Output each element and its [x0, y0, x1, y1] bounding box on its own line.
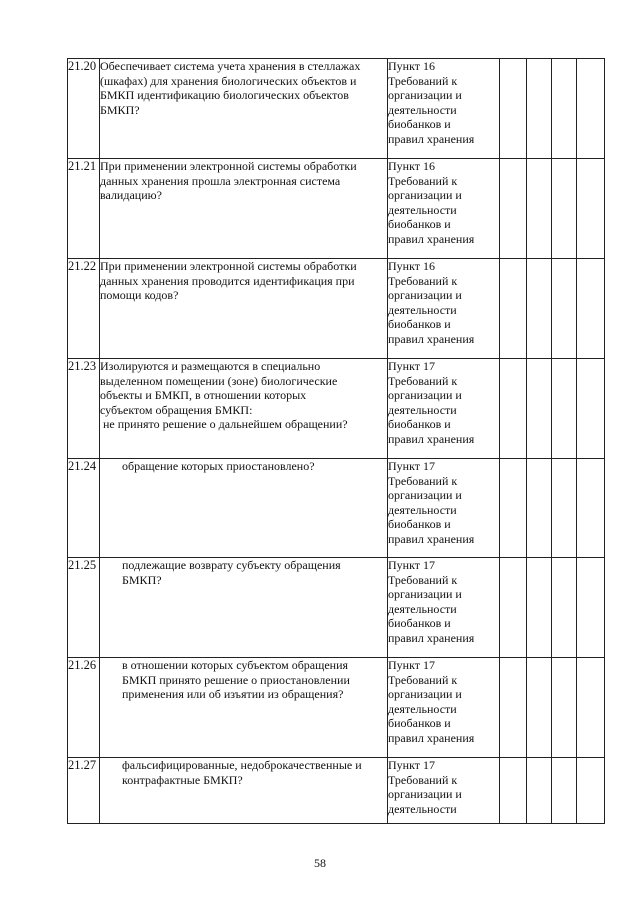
question-line: контрафактные БМКП? [122, 772, 243, 787]
answer-na-cell[interactable] [552, 758, 577, 824]
notes-cell[interactable] [577, 59, 605, 159]
question-line: обращение которых приостановлено? [122, 459, 315, 473]
question-line: данных хранения проводится идентификация при [100, 273, 355, 288]
answer-yes-cell[interactable] [500, 359, 527, 459]
question-cell [100, 159, 388, 259]
answer-na-cell[interactable] [552, 159, 577, 259]
question-line: Изолируются и размещаются в специально [100, 359, 321, 373]
reference-line: правил хранения [388, 231, 475, 246]
table-row [68, 758, 605, 824]
reference-line: Пункт 17 [388, 758, 436, 772]
table-row [68, 259, 605, 359]
reference-line: деятельности [388, 302, 457, 317]
answer-no-cell[interactable] [527, 758, 552, 824]
reference-line: правил хранения [388, 431, 475, 446]
reference-line: Пункт 17 [388, 558, 436, 572]
question-line: не принято решение о дальнейшем обращении? [103, 417, 348, 431]
question-line: субъектом обращения БМКП: [100, 402, 253, 417]
reference-line: деятельности [388, 102, 457, 117]
question-line: При применении электронной системы обработки [100, 259, 357, 273]
question-line: в отношении которых субъектом обращения [122, 658, 349, 672]
question-line: валидацию? [100, 188, 162, 202]
question-line: БМКП принято решение о приостановлении [122, 672, 350, 687]
question-cell [100, 758, 388, 824]
reference-line: биобанков и [388, 117, 451, 131]
question-cell [100, 459, 388, 558]
reference-line: Пункт 17 [388, 658, 436, 672]
reference-line: деятельности [388, 601, 457, 616]
answer-no-cell[interactable] [527, 259, 552, 359]
reference-line: Пункт 16 [388, 59, 436, 73]
question-line: помощи кодов? [100, 288, 179, 302]
question-line: БМКП? [122, 572, 162, 587]
question-line: объекты и БМКП, в отношении которых [100, 388, 307, 402]
reference-cell [388, 758, 500, 824]
notes-cell[interactable] [577, 558, 605, 658]
checklist-rows [68, 59, 605, 824]
item-number: 21.20 [68, 59, 100, 159]
reference-line: биобанков и [388, 517, 451, 531]
answer-no-cell[interactable] [527, 159, 552, 259]
reference-line: Пункт 16 [388, 259, 436, 273]
table-row [68, 459, 605, 558]
reference-cell [388, 359, 500, 459]
answer-no-cell[interactable] [527, 558, 552, 658]
question-line: Обеспечивает система учета хранения в стеллажах [100, 59, 361, 73]
item-number: 21.24 [68, 459, 100, 558]
question-line: БМКП идентификацию биологических объектов [100, 88, 349, 102]
reference-line: организации и [388, 488, 462, 502]
reference-line: организации и [388, 288, 462, 302]
item-number: 21.21 [68, 159, 100, 259]
question-line: БМКП? [100, 102, 140, 117]
answer-na-cell[interactable] [552, 658, 577, 758]
reference-line: биобанков и [388, 217, 451, 231]
table-row [68, 658, 605, 758]
answer-no-cell[interactable] [527, 59, 552, 159]
item-number: 21.25 [68, 558, 100, 658]
reference-line: деятельности [388, 502, 457, 517]
item-number: 21.23 [68, 359, 100, 459]
reference-line: Требований к [388, 473, 458, 488]
reference-line: биобанков и [388, 616, 451, 630]
reference-line: Требований к [388, 373, 458, 388]
reference-cell [388, 558, 500, 658]
table-row [68, 59, 605, 159]
reference-line: правил хранения [388, 131, 475, 146]
answer-yes-cell[interactable] [500, 259, 527, 359]
reference-line: деятельности [388, 202, 457, 217]
reference-line: Пункт 17 [388, 459, 436, 473]
item-number: 21.27 [68, 758, 100, 824]
page-number: 58 [314, 856, 326, 870]
reference-line: организации и [388, 587, 462, 601]
notes-cell[interactable] [577, 259, 605, 359]
reference-line: деятельности [388, 801, 457, 816]
question-line: применения или об изъятии из обращения? [122, 687, 344, 701]
reference-cell [388, 459, 500, 558]
reference-line: Требований к [388, 672, 458, 687]
question-cell [100, 59, 388, 159]
question-cell [100, 259, 388, 359]
table-row [68, 558, 605, 658]
checklist-table [67, 58, 605, 824]
reference-line: правил хранения [388, 531, 475, 546]
reference-line: Требований к [388, 772, 458, 787]
reference-line: деятельности [388, 701, 457, 716]
reference-line: организации и [388, 188, 462, 202]
answer-no-cell[interactable] [527, 658, 552, 758]
answer-no-cell[interactable] [527, 359, 552, 459]
reference-line: Требований к [388, 273, 458, 288]
answer-yes-cell[interactable] [500, 658, 527, 758]
question-line: (шкафах) для хранения биологических объектов и [100, 73, 357, 88]
answer-yes-cell[interactable] [500, 558, 527, 658]
reference-line: правил хранения [388, 331, 475, 346]
reference-line: биобанков и [388, 417, 451, 431]
reference-line: Пункт 17 [388, 359, 436, 373]
reference-line: биобанков и [388, 716, 451, 730]
reference-cell [388, 159, 500, 259]
notes-cell[interactable] [577, 359, 605, 459]
reference-line: Требований к [388, 73, 458, 88]
reference-line: Требований к [388, 572, 458, 587]
reference-cell [388, 259, 500, 359]
answer-yes-cell[interactable] [500, 159, 527, 259]
reference-line: Требований к [388, 173, 458, 188]
reference-line: деятельности [388, 402, 457, 417]
table-row [68, 359, 605, 459]
reference-line: организации и [388, 687, 462, 701]
reference-line: Пункт 16 [388, 159, 436, 173]
question-line: При применении электронной системы обработки [100, 159, 357, 173]
reference-line: организации и [388, 787, 462, 801]
notes-cell[interactable] [577, 758, 605, 824]
answer-na-cell[interactable] [552, 259, 577, 359]
reference-line: правил хранения [388, 630, 475, 645]
item-number: 21.22 [68, 259, 100, 359]
notes-cell[interactable] [577, 159, 605, 259]
reference-line: правил хранения [388, 730, 475, 745]
question-line: данных хранения прошла электронная система [100, 173, 341, 188]
item-number: 21.26 [68, 658, 100, 758]
reference-cell [388, 59, 500, 159]
question-cell [100, 658, 388, 758]
reference-line: организации и [388, 388, 462, 402]
reference-line: биобанков и [388, 317, 451, 331]
table-row [68, 159, 605, 259]
answer-na-cell[interactable] [552, 359, 577, 459]
answer-na-cell[interactable] [552, 459, 577, 558]
answer-no-cell[interactable] [527, 459, 552, 558]
notes-cell[interactable] [577, 658, 605, 758]
answer-yes-cell[interactable] [500, 758, 527, 824]
notes-cell[interactable] [577, 459, 605, 558]
question-line: выделенном помещении (зоне) биологические [100, 373, 338, 388]
reference-cell [388, 658, 500, 758]
question-cell [100, 359, 388, 459]
answer-na-cell[interactable] [552, 59, 577, 159]
answer-yes-cell[interactable] [500, 459, 527, 558]
question-cell [100, 558, 388, 658]
question-line: фальсифицированные, недоброкачественные и [122, 758, 362, 772]
answer-na-cell[interactable] [552, 558, 577, 658]
reference-line: организации и [388, 88, 462, 102]
answer-yes-cell[interactable] [500, 59, 527, 159]
question-line: подлежащие возврату субъекту обращения [122, 558, 341, 572]
